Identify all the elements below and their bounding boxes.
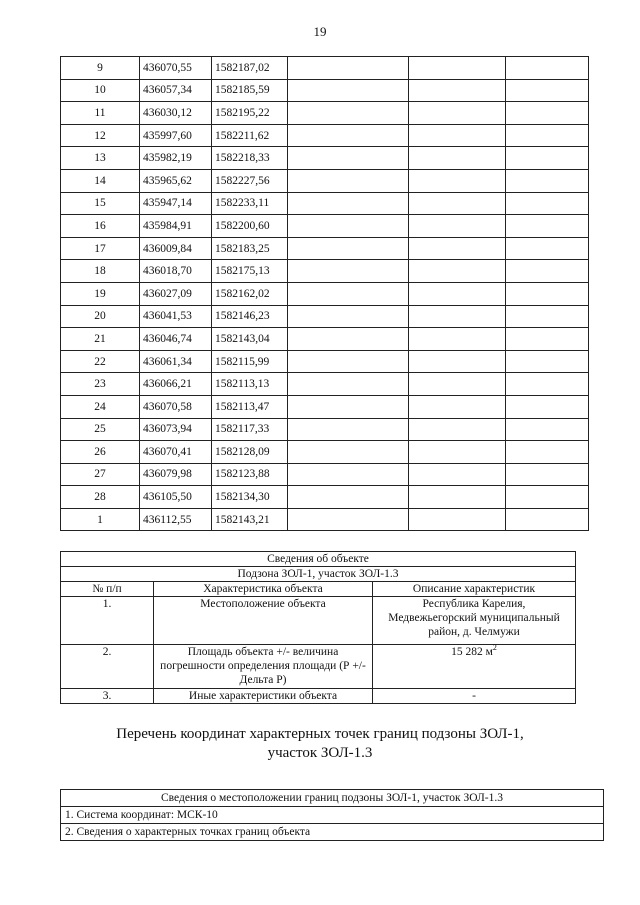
coordinate-x: 435984,91 bbox=[140, 215, 212, 238]
coordinate-y: 1582134,30 bbox=[212, 486, 288, 509]
point-number: 25 bbox=[61, 418, 140, 441]
coordinate-y: 1582227,56 bbox=[212, 169, 288, 192]
coordinate-y: 1582113,13 bbox=[212, 373, 288, 396]
section-heading-line1: Перечень координат характерных точек границ подзоны ЗОЛ-1, bbox=[116, 726, 524, 742]
row-characteristic: Местоположение объекта bbox=[154, 597, 373, 645]
row-description bbox=[373, 645, 576, 689]
empty-cell bbox=[288, 192, 409, 215]
row-characteristic: Иные характеристики объекта bbox=[154, 689, 373, 704]
empty-cell bbox=[409, 215, 506, 238]
object-info-subtitle: Подзона ЗОЛ-1, участок ЗОЛ-1.3 bbox=[61, 567, 576, 582]
point-number: 13 bbox=[61, 147, 140, 170]
coordinate-y: 1582128,09 bbox=[212, 441, 288, 464]
empty-cell bbox=[506, 57, 589, 80]
empty-cell bbox=[506, 102, 589, 125]
coordinate-row bbox=[61, 215, 589, 238]
coordinate-y: 1582117,33 bbox=[212, 418, 288, 441]
point-number: 1 bbox=[61, 508, 140, 531]
row-description: - bbox=[373, 689, 576, 704]
point-number: 28 bbox=[61, 486, 140, 509]
location-info-title: Сведения о местоположении границ подзоны ЗОЛ-1, участок ЗОЛ-1.3 bbox=[61, 790, 604, 807]
header-description: Описание характеристик bbox=[373, 582, 576, 597]
coordinate-row bbox=[61, 169, 589, 192]
coordinate-row bbox=[61, 192, 589, 215]
point-number: 22 bbox=[61, 350, 140, 373]
row-characteristic: Площадь объекта +/- величина погрешности определения площади (Р +/- Дельта Р) bbox=[154, 645, 373, 689]
empty-cell bbox=[506, 282, 589, 305]
coordinate-row bbox=[61, 508, 589, 531]
empty-cell bbox=[409, 282, 506, 305]
empty-cell bbox=[506, 373, 589, 396]
coordinate-x: 436079,98 bbox=[140, 463, 212, 486]
point-number: 23 bbox=[61, 373, 140, 396]
coordinate-row bbox=[61, 282, 589, 305]
point-number: 18 bbox=[61, 260, 140, 283]
empty-cell bbox=[409, 124, 506, 147]
coordinate-y: 1582218,33 bbox=[212, 147, 288, 170]
empty-cell bbox=[506, 192, 589, 215]
coordinate-row bbox=[61, 102, 589, 125]
empty-cell bbox=[506, 237, 589, 260]
section-heading bbox=[0, 725, 640, 763]
empty-cell bbox=[409, 418, 506, 441]
row-number: 2. bbox=[61, 645, 154, 689]
coordinate-row bbox=[61, 328, 589, 351]
empty-cell bbox=[288, 463, 409, 486]
empty-cell bbox=[409, 486, 506, 509]
empty-cell bbox=[288, 305, 409, 328]
empty-cell bbox=[288, 328, 409, 351]
empty-cell bbox=[506, 395, 589, 418]
empty-cell bbox=[506, 350, 589, 373]
header-number: № п/п bbox=[61, 582, 154, 597]
coordinate-y: 1582115,99 bbox=[212, 350, 288, 373]
empty-cell bbox=[409, 102, 506, 125]
coordinate-y: 1582143,04 bbox=[212, 328, 288, 351]
object-info-table bbox=[60, 551, 576, 704]
empty-cell bbox=[288, 373, 409, 396]
point-number: 17 bbox=[61, 237, 140, 260]
empty-cell bbox=[288, 350, 409, 373]
coordinate-x: 436046,74 bbox=[140, 328, 212, 351]
point-number: 12 bbox=[61, 124, 140, 147]
coordinate-row bbox=[61, 79, 589, 102]
point-number: 20 bbox=[61, 305, 140, 328]
point-number: 21 bbox=[61, 328, 140, 351]
empty-cell bbox=[409, 57, 506, 80]
empty-cell bbox=[506, 169, 589, 192]
point-number: 10 bbox=[61, 79, 140, 102]
area-value: 15 282 м bbox=[451, 646, 493, 658]
empty-cell bbox=[506, 147, 589, 170]
empty-cell bbox=[409, 373, 506, 396]
coordinate-y: 1582183,25 bbox=[212, 237, 288, 260]
object-info-title: Сведения об объекте bbox=[61, 552, 576, 567]
empty-cell bbox=[409, 305, 506, 328]
point-number: 14 bbox=[61, 169, 140, 192]
point-number: 15 bbox=[61, 192, 140, 215]
coordinate-x: 436105,50 bbox=[140, 486, 212, 509]
empty-cell bbox=[288, 441, 409, 464]
coordinate-y: 1582123,88 bbox=[212, 463, 288, 486]
coordinate-x: 435965,62 bbox=[140, 169, 212, 192]
coordinate-row bbox=[61, 418, 589, 441]
coordinate-row bbox=[61, 237, 589, 260]
coordinate-y: 1582146,23 bbox=[212, 305, 288, 328]
empty-cell bbox=[506, 260, 589, 283]
coordinate-y: 1582143,21 bbox=[212, 508, 288, 531]
point-number: 19 bbox=[61, 282, 140, 305]
empty-cell bbox=[288, 147, 409, 170]
coordinate-row bbox=[61, 441, 589, 464]
empty-cell bbox=[409, 328, 506, 351]
coordinate-row bbox=[61, 305, 589, 328]
point-number: 16 bbox=[61, 215, 140, 238]
coordinate-row bbox=[61, 373, 589, 396]
empty-cell bbox=[506, 463, 589, 486]
empty-cell bbox=[409, 463, 506, 486]
empty-cell bbox=[506, 441, 589, 464]
coordinate-x: 436070,58 bbox=[140, 395, 212, 418]
empty-cell bbox=[506, 508, 589, 531]
coordinate-row bbox=[61, 395, 589, 418]
empty-cell bbox=[409, 237, 506, 260]
coordinate-row bbox=[61, 57, 589, 80]
empty-cell bbox=[409, 79, 506, 102]
coordinate-x: 436057,34 bbox=[140, 79, 212, 102]
point-number: 24 bbox=[61, 395, 140, 418]
coordinate-y: 1582200,60 bbox=[212, 215, 288, 238]
empty-cell bbox=[288, 102, 409, 125]
section-heading-line2: участок ЗОЛ-1.3 bbox=[267, 745, 373, 761]
empty-cell bbox=[506, 418, 589, 441]
empty-cell bbox=[506, 124, 589, 147]
empty-cell bbox=[506, 305, 589, 328]
empty-cell bbox=[288, 79, 409, 102]
empty-cell bbox=[288, 418, 409, 441]
empty-cell bbox=[506, 486, 589, 509]
empty-cell bbox=[409, 260, 506, 283]
coordinate-x: 436066,21 bbox=[140, 373, 212, 396]
coordinate-x: 436061,34 bbox=[140, 350, 212, 373]
coordinate-x: 436070,41 bbox=[140, 441, 212, 464]
coordinate-x: 436070,55 bbox=[140, 57, 212, 80]
coordinate-x: 436018,70 bbox=[140, 260, 212, 283]
coordinate-y: 1582211,62 bbox=[212, 124, 288, 147]
coordinate-x: 436009,84 bbox=[140, 237, 212, 260]
coordinate-row bbox=[61, 486, 589, 509]
coordinate-y: 1582185,59 bbox=[212, 79, 288, 102]
row-number: 3. bbox=[61, 689, 154, 704]
coordinate-x: 435997,60 bbox=[140, 124, 212, 147]
coordinate-x: 436112,55 bbox=[140, 508, 212, 531]
empty-cell bbox=[409, 147, 506, 170]
empty-cell bbox=[288, 486, 409, 509]
row-number: 1. bbox=[61, 597, 154, 645]
coordinate-system-row: 1. Система координат: МСК-10 bbox=[61, 807, 604, 824]
coordinate-row bbox=[61, 463, 589, 486]
location-info-table bbox=[60, 789, 604, 841]
header-characteristic: Характеристика объекта bbox=[154, 582, 373, 597]
empty-cell bbox=[288, 124, 409, 147]
coordinate-y: 1582187,02 bbox=[212, 57, 288, 80]
coordinate-y: 1582113,47 bbox=[212, 395, 288, 418]
empty-cell bbox=[506, 215, 589, 238]
coordinate-y: 1582195,22 bbox=[212, 102, 288, 125]
coordinate-row bbox=[61, 260, 589, 283]
coordinate-y: 1582175,13 bbox=[212, 260, 288, 283]
point-number: 9 bbox=[61, 57, 140, 80]
empty-cell bbox=[288, 237, 409, 260]
coordinate-row bbox=[61, 147, 589, 170]
coordinate-x: 436041,53 bbox=[140, 305, 212, 328]
page-number: 19 bbox=[313, 24, 327, 39]
coordinate-row bbox=[61, 124, 589, 147]
coordinates-table bbox=[60, 56, 589, 531]
point-number: 11 bbox=[61, 102, 140, 125]
empty-cell bbox=[288, 57, 409, 80]
empty-cell bbox=[409, 192, 506, 215]
empty-cell bbox=[288, 215, 409, 238]
empty-cell bbox=[288, 395, 409, 418]
empty-cell bbox=[506, 328, 589, 351]
coordinate-x: 436027,09 bbox=[140, 282, 212, 305]
empty-cell bbox=[409, 169, 506, 192]
coordinate-x: 436030,12 bbox=[140, 102, 212, 125]
area-unit-exponent: 2 bbox=[492, 643, 497, 653]
coordinate-y: 1582162,02 bbox=[212, 282, 288, 305]
empty-cell bbox=[288, 260, 409, 283]
point-number: 27 bbox=[61, 463, 140, 486]
empty-cell bbox=[409, 508, 506, 531]
empty-cell bbox=[506, 79, 589, 102]
coordinate-y: 1582233,11 bbox=[212, 192, 288, 215]
point-number: 26 bbox=[61, 441, 140, 464]
coordinate-x: 435982,19 bbox=[140, 147, 212, 170]
empty-cell bbox=[288, 508, 409, 531]
empty-cell bbox=[288, 169, 409, 192]
empty-cell bbox=[288, 282, 409, 305]
coordinate-x: 436073,94 bbox=[140, 418, 212, 441]
empty-cell bbox=[409, 395, 506, 418]
empty-cell bbox=[409, 350, 506, 373]
coordinate-row bbox=[61, 350, 589, 373]
points-info-row: 2. Сведения о характерных точках границ объекта bbox=[61, 824, 604, 841]
row-description: Республика Карелия, Медвежьегорский муниципальный район, д. Челмужи bbox=[373, 597, 576, 645]
empty-cell bbox=[409, 441, 506, 464]
coordinate-x: 435947,14 bbox=[140, 192, 212, 215]
